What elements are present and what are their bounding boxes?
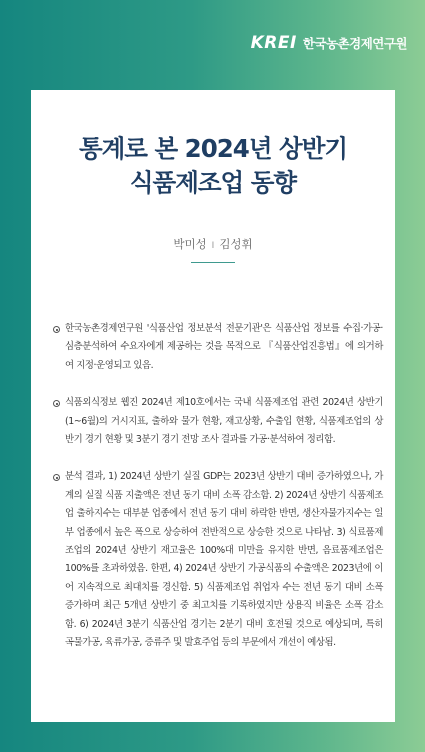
bullet-circle-icon [53, 474, 60, 481]
list-item [53, 394, 383, 449]
title-line-1: 통계로 본 2024년 상반기 [78, 134, 348, 163]
author-name: 박미성 [173, 237, 207, 251]
title-divider [191, 262, 235, 263]
krei-logo: KREI [250, 33, 297, 53]
bullet-circle-icon [53, 326, 60, 333]
author-separator: I [211, 241, 215, 251]
list-item-text: 분석 결과, 1) 2024년 상반기 실질 GDP는 2023년 상반기 대비 증가하였으나, 가계의 실질 식품 지출액은 전년 동기 대비 소폭 감소함. 2) 2024년 상반기 식품제조업 출하지수는 대부분 업종에서 전년 동기 대비 하락한 반면, 생산자물가지수는 일부 업종에서 높은 폭으로 상승하여 전반적으로 상승한 것으로 나타남. 3) 식료품제조업의 2024년 상반기 재고율은 100%대 미만을 유지한 반면, 음료품제조업은 100%를 초과하였음. 한편, 4) 2024년 상반기 가공식품의 수출액은 2023년에 이어 지속적으로 최대치를 경신함. 5) 식품제조업 취업자 수는 전년 동기 대비 소폭 증가하며 최근 5개년 상반기 중 최고치를 기록하였지만 상용직 비율은 소폭 감소함. 6) 2024년 3분기 식품산업 경기는 2분기 대비 호전될 것으로 예상되며, 특히 곡물가공, 육류가공, 증류주 및 발효주업 등의 부문에서 개선이 예상됨. [65, 471, 383, 649]
summary-list [53, 320, 383, 672]
authors [31, 236, 395, 252]
brand-header [251, 33, 407, 53]
list-item-text: 한국농촌경제연구원 '식품산업 정보분석 전문기관'은 식품산업 정보를 수집·가공·심층분석하여 수요자에게 제공하는 것을 목적으로 『식품산업진흥법』에 의거하여 지정·운영되고 있음. [65, 323, 383, 371]
list-item [53, 320, 383, 375]
author-name: 김성휘 [219, 237, 253, 251]
bullet-circle-icon [53, 400, 60, 407]
org-name: 한국농촌경제연구원 [302, 36, 407, 51]
title-line-2: 식품제조업 동향 [129, 168, 297, 197]
list-item [53, 468, 383, 652]
list-item-text: 식품외식정보 웹진 2024년 제10호에서는 국내 식품제조업 관련 2024년 상반기(1~6월)의 거시지표, 출하와 물가 현황, 재고상황, 수출입 현황, 식품제조업의 상반기 경기 현황 및 3분기 경기 전망 조사 결과를 가공·분석하여 정리함. [65, 397, 383, 446]
content-card [31, 90, 395, 722]
page-title [31, 132, 395, 200]
